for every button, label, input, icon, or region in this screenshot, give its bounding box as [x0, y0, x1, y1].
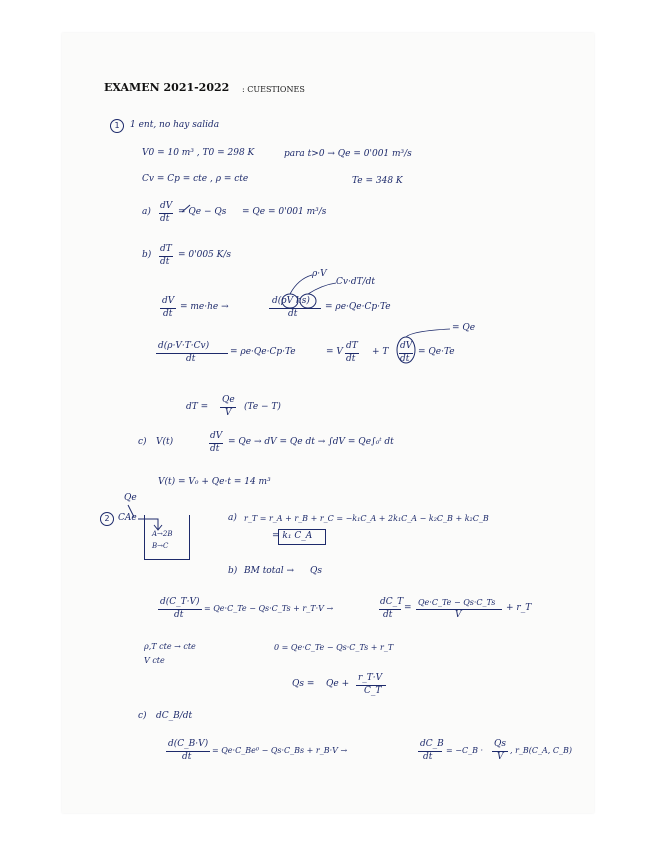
q2-b-eq1-den2: dt: [383, 610, 393, 620]
q1-b-label: b): [142, 250, 152, 260]
q2-b-eq3-mid: Qe +: [326, 679, 350, 689]
q2-c-title: dC_B/dt: [156, 711, 193, 721]
q2-c-num: d(C_B·V): [168, 739, 209, 749]
q2-b-eq1-rhs: = Qe·C_Te − Qs·C_Ts + r_T·V →: [204, 604, 334, 613]
q2-reaction-1: A→2B: [152, 530, 173, 538]
exam-sheet: [62, 33, 594, 813]
q1-b-eq2-end: = Qe·Te: [418, 347, 455, 357]
q2-b-eq1-num: d(C_T·V): [160, 597, 200, 607]
q2-a-result: = k₁ C_A: [272, 531, 313, 541]
q2-b-eq3-lhs: Qs =: [292, 679, 315, 689]
q2-inlet-conc: CAe: [118, 513, 137, 523]
q2-reaction-2: B→C: [152, 542, 169, 550]
q2-b-eq1-num2: dC_T: [380, 597, 404, 607]
q2-c-end: , r_B(C_A, C_B): [510, 746, 573, 755]
exam-subtitle: : CUESTIONES: [242, 85, 305, 94]
q2-inlet-flow: Qe: [124, 493, 137, 503]
q2-b-eq1-eq: =: [404, 603, 412, 613]
q1-b-eq2-plus: + T: [372, 347, 389, 357]
q1-c-label: c): [138, 437, 147, 447]
q1-c-rhs: = Qe → dV = Qe dt → ∫dV = Qe∫₀ᵗ dt: [228, 437, 394, 447]
exam-title: EXAMEN 2021-2022: [104, 81, 230, 94]
q2-b-eq3-den: C_T: [364, 686, 382, 696]
q2-a-eq: r_T = r_A + r_B + r_C = −k₁C_A + 2k₁C_A − k₂C_B + k₂C_B: [244, 514, 489, 523]
q1-a-result: = Qe = 0'001 m³/s: [242, 207, 327, 217]
q1-a-label: a): [142, 207, 151, 217]
question-1-number: 1: [110, 119, 124, 133]
circled-dv-dt: [397, 337, 415, 363]
q2-a-label: a): [228, 513, 237, 523]
q1-b-eq2-frac-den: dt: [346, 354, 356, 364]
q2-b-eq1-num3: Qe·C_Te − Qs·C_Ts: [418, 598, 496, 607]
q1-b-num: dT: [160, 244, 172, 254]
strike-qs: [182, 205, 190, 212]
q1-b-eq2-den: dt: [186, 354, 196, 364]
q2-b-text: BM total →: [244, 566, 294, 576]
note-arrow-rho: [290, 275, 312, 294]
question-2-number: 2: [100, 512, 114, 526]
inlet-arrow: [128, 505, 134, 517]
q2-b-eq1-end: + r_T: [506, 603, 532, 613]
note-arrow-cv: [308, 283, 336, 294]
q1-b-eq2-rhs2: = V: [326, 347, 343, 357]
q1-c-title: V(t): [156, 437, 174, 447]
q1-b-eq3-rhs: (Te − T): [244, 402, 281, 412]
inlet-pipe: [138, 519, 158, 529]
q1-b-eq1-num2: d(ρV hs): [272, 296, 310, 306]
circled-rho-v: [282, 294, 298, 308]
q2-b-eq1-den: dt: [174, 610, 184, 620]
q2-b-cond2: V cte: [144, 656, 165, 665]
q2-c-label: c): [138, 711, 147, 721]
q1-b-eq2-note: = Qe: [452, 323, 476, 333]
q2-b-cond1: ρ,T cte → cte: [144, 642, 196, 651]
q2-c-den: dt: [182, 752, 192, 762]
q2-c-num3: Qs: [494, 739, 506, 749]
q1-b-eq1-den2: dt: [288, 309, 298, 319]
q1-b-eq2-rhs1: = ρe·Qe·Cp·Te: [230, 347, 296, 357]
q2-b-label: b): [228, 566, 238, 576]
q1-data-v0: V0 = 10 m³ , T0 = 298 K: [142, 148, 255, 158]
q1-b-eq1-num: dV: [162, 296, 175, 306]
q1-a-den: dt: [160, 214, 170, 224]
handwriting-strokes: [62, 33, 594, 813]
q2-c-den3: V: [497, 752, 504, 762]
q1-b-eq1-rhs: = ρe·Qe·Cp·Te: [325, 302, 391, 312]
q1-c-den: dt: [210, 444, 220, 454]
q1-intro: 1 ent, no hay salida: [130, 120, 220, 130]
q1-data-te: Te = 348 K: [352, 176, 403, 186]
q1-b-eq2-frac-num: dT: [346, 341, 358, 351]
q2-c-rhs: = Qe·C_Be⁰ − Qs·C_Bs + r_B·V →: [212, 746, 348, 755]
q1-b-note-rhov: ρ·V: [312, 269, 327, 279]
q2-b-eq2: 0 = Qe·C_Te − Qs·C_Ts + r_T: [274, 643, 394, 652]
q2-c-rhs2: = −C_B ·: [446, 746, 484, 755]
q2-c-num2: dC_B: [420, 739, 444, 749]
q1-b-eq2-circ-den: dt: [400, 354, 410, 364]
q1-b-eq3-den: V: [225, 408, 232, 418]
q1-b-rhs: = 0'005 K/s: [178, 250, 232, 260]
circled-hs: [300, 294, 316, 308]
q1-b-eq2-num: d(ρ·V·T·Cv): [158, 341, 210, 351]
q1-data-qe: para t>0 → Qe = 0'001 m³/s: [284, 149, 412, 159]
q2-b-eq3-num: r_T·V: [358, 673, 383, 683]
q1-c-result: V(t) = V₀ + Qe·t = 14 m³: [158, 477, 271, 487]
q1-b-eq3-lhs: dT =: [186, 402, 209, 412]
q1-b-eq1-mid: = me·he →: [180, 302, 229, 312]
q1-b-eq3-num: Qe: [222, 395, 235, 405]
q1-b-eq2-circ-num: dV: [400, 341, 413, 351]
q1-b-note-cv: Cv·dT/dt: [336, 277, 376, 287]
q2-b-var: Qs: [310, 566, 322, 576]
q1-a-num: dV: [160, 201, 173, 211]
note-arrow-qe: [406, 329, 450, 337]
q1-b-eq1-den: dt: [163, 309, 173, 319]
q2-c-den2: dt: [423, 752, 433, 762]
q1-data-cp: Cv = Cp = cte , ρ = cte: [142, 174, 249, 184]
q1-a-rhs: = Qe − Qs: [178, 207, 227, 217]
q1-c-num: dV: [210, 431, 223, 441]
q2-b-eq1-den3: V: [455, 610, 462, 620]
q1-b-den: dt: [160, 257, 170, 267]
